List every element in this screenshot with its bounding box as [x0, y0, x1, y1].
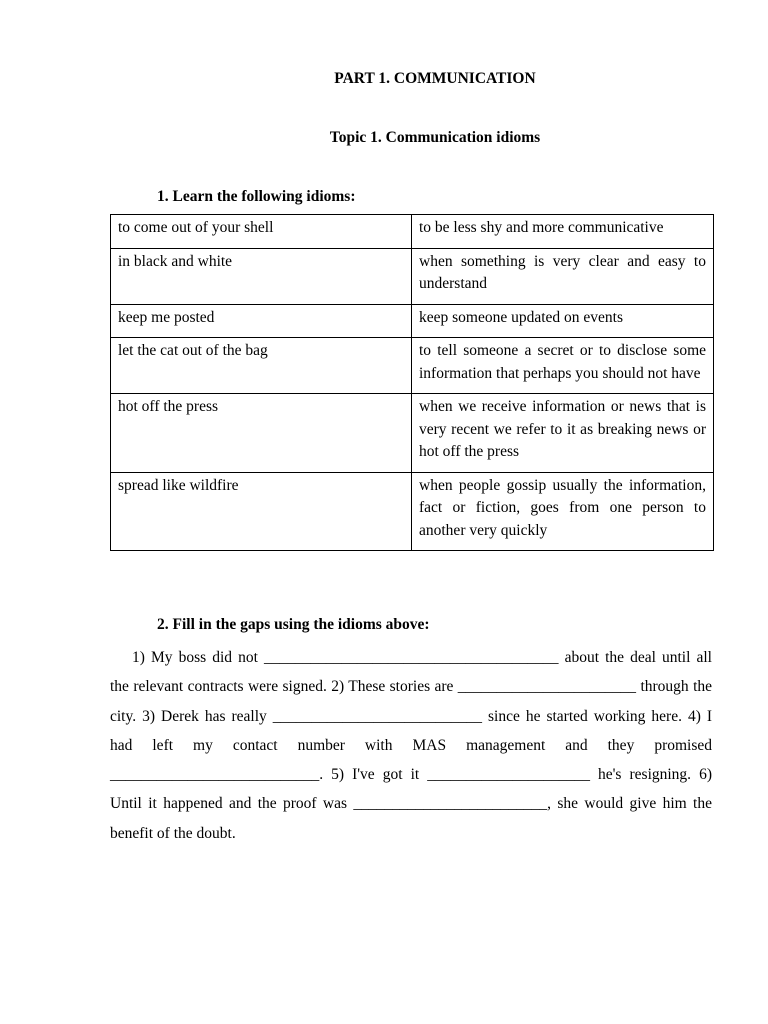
table-row [111, 394, 714, 473]
idiom-cell: hot off the press [111, 394, 412, 473]
table-row [111, 248, 714, 304]
idioms-table [110, 214, 714, 551]
meaning-cell: to be less shy and more communicative [412, 215, 714, 249]
fill-in-exercise [110, 643, 712, 848]
meaning-cell: when something is very clear and easy to understand [412, 248, 714, 304]
exercise-paragraph: 1) My boss did not ______________________________________ about the deal until all the relevant contracts were signed. 2) These stories are _______________________ through the city. 3) Derek has really ___________________________ since he started working here. 4) I had left my contact number with MAS management and they promised ___________________________. 5) I've got it _____________________ he's resigning. 6) Until it happened and the proof was _________________________, she would give him the benefit of the doubt. [110, 649, 712, 842]
meaning-cell: when people gossip usually the information, fact or fiction, goes from one person to another very quickly [412, 472, 714, 551]
idiom-cell: to come out of your shell [111, 215, 412, 249]
section-2-heading: 2. Fill in the gaps using the idioms above: [157, 616, 430, 633]
meaning-cell: keep someone updated on events [412, 304, 714, 338]
table-row [111, 215, 714, 249]
topic-title: Topic 1. Communication idioms [329, 129, 541, 146]
meaning-cell: when we receive information or news that is very recent we refer to it as breaking news or hot off the press [412, 394, 714, 473]
idiom-cell: in black and white [111, 248, 412, 304]
meaning-cell: to tell someone a secret or to disclose some information that perhaps you should not have [412, 338, 714, 394]
part-title: PART 1. COMMUNICATION [334, 70, 536, 87]
table-row [111, 472, 714, 551]
section-1-heading: 1. Learn the following idioms: [157, 188, 356, 205]
table-row [111, 338, 714, 394]
table-row [111, 304, 714, 338]
idiom-cell: keep me posted [111, 304, 412, 338]
idiom-cell: spread like wildfire [111, 472, 412, 551]
idiom-cell: let the cat out of the bag [111, 338, 412, 394]
